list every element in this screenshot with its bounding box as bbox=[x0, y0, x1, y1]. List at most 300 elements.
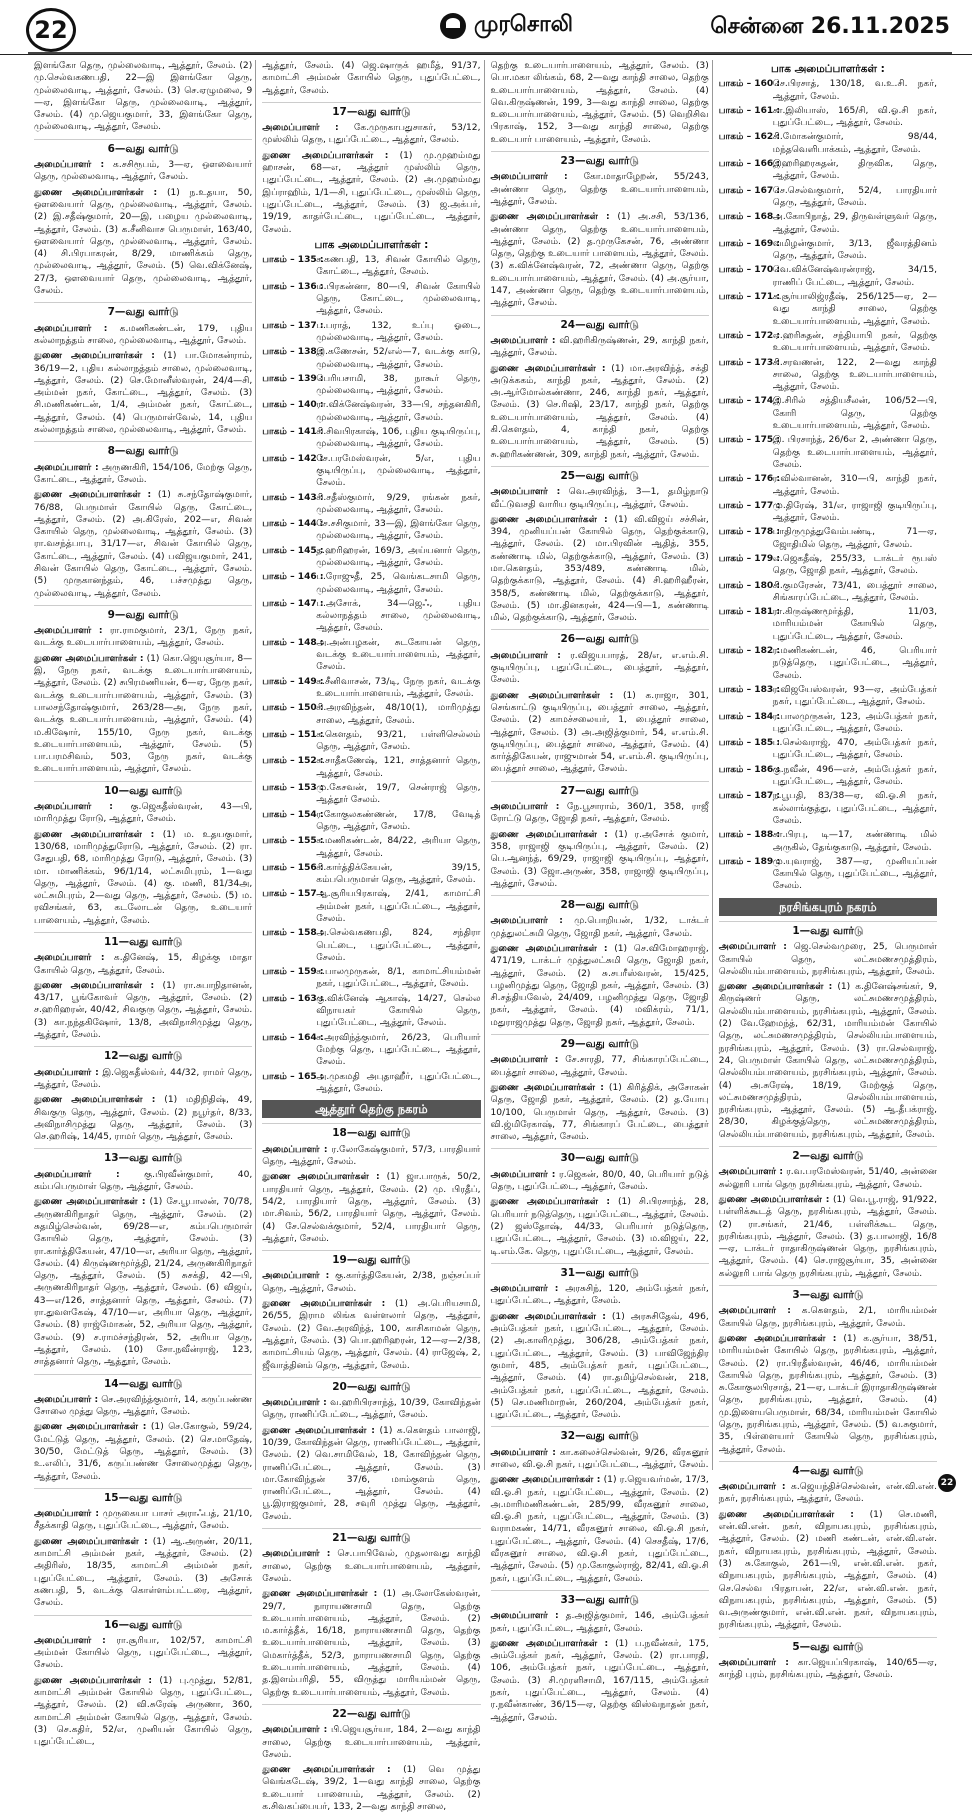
booth-organizer: ப.அசோக், 34—ஜெஃ, புதிய கல்லாநத்தம் சாலை, முல்லைவாடி, ஆத்தூர், சேலம். bbox=[316, 598, 481, 634]
booth-entry bbox=[262, 729, 480, 754]
booth-entry bbox=[719, 105, 937, 130]
role-label: துணை அமைப்பாளர்கள் : bbox=[34, 1197, 146, 1208]
booth-organizer: க.சூர்யாலிஜ்ரதீஷ், 256/125—ஏ, 2—வது காந்தி சாலை, தெற்கு உடையார்பாளையம், ஆத்தூர், சேலம். bbox=[772, 292, 937, 327]
booth-organizer: ர.மணிகண்டன், 46, பெரியார் நடுத்தெரு, புதுப்பேட்டை, ஆத்தூர், சேலம். bbox=[772, 646, 937, 681]
booth-number: பாகம் – 176 : bbox=[718, 474, 781, 485]
organizer-paragraph bbox=[491, 171, 709, 208]
paragraph-text: நே.பூசாராம், 360/1, 358, ராஜீ ரோட்டு தெரு, ஜோதி நகர், ஆத்தூர், சேலம். bbox=[490, 802, 709, 825]
role-label: துணை அமைப்பாளர்கள் : bbox=[34, 980, 155, 991]
role-label: துணை அமைப்பாளர்கள் : bbox=[262, 1172, 380, 1183]
booth-organizer: ம.பிரகன்னா, 80—பி, சிவன் கோயில் தெரு, கோட்டை, முல்லைவாடி, ஆத்தூர், சேலம். bbox=[316, 281, 481, 317]
booth-entry bbox=[719, 330, 937, 355]
booth-entry bbox=[262, 598, 480, 635]
ward-heading: 30—வது வார்டு bbox=[491, 1148, 709, 1164]
organizer-paragraph bbox=[719, 941, 937, 978]
paragraph-text: ர.வ.பரமேஸ்வரன், 51/40, அன்னை சுல்லூரி பாங் தெரு நரசிங்கபுரம், ஆத்தூர், சேலம். bbox=[718, 1167, 937, 1190]
paragraph-text: (1) அ.பெரியசாமி, 26/55, இராம லிங்க வள்ளலார் தெரு, ஆத்தூர், சேலம். (2) வே.அரவிந்த், 100, காசிகாமன் தெரு, ஆத்தூர், சேலம். (3) பொ.ஹரிஹரன், 12—ஏ—2/38, காமாட்சியம் தெரு, ஆத்தூர், சேலம். (4) ராஜேஷ், 2, ஜீவாத்தினம் தெரு, ஆத்தூர், சேலம். bbox=[262, 1299, 481, 1371]
column-1 bbox=[34, 60, 256, 1748]
booth-organizer: மு.கேசவன், 19/7, சென்ராஜ் தெரு, ஆத்தூர் சேலம். bbox=[316, 783, 481, 806]
organizer-paragraph bbox=[491, 801, 709, 826]
role-label: அமைப்பாளர் : bbox=[262, 1271, 330, 1282]
ward-heading: 4—வது வார்டு bbox=[719, 1461, 937, 1477]
paragraph-text: க.ஜெயந்திச்செல்வன், என்.வி.என். நகர், நரசிங்கபுரம், ஆத்தூர், சேலம். bbox=[718, 1482, 937, 1505]
column-2 bbox=[262, 60, 484, 1812]
ward-heading: 24—வது வார்டு bbox=[491, 315, 709, 331]
booth-entry bbox=[719, 185, 937, 210]
booth-entry bbox=[262, 809, 480, 834]
booth-number: பாகம் – 153 : bbox=[262, 783, 324, 794]
role-label: துணை அமைப்பாளர்கள் : bbox=[262, 1589, 378, 1600]
booth-organizer: ர.வில்வானன், 310—பி, காந்தி நகர், ஆத்தூர், சேலம். bbox=[772, 474, 937, 497]
ward-heading: 10—வது வார்டு bbox=[34, 781, 252, 797]
booth-entry bbox=[719, 131, 937, 156]
paragraph-text: (1) மு.முஹம்மது ஹாசன், 68—எ, ஆத்தூர் முஸ்லிம் தெரு, புதுப்பேட்டை, ஆத்தூர், சேலம். (2) அ.முஹம்மது இப்ராஹிம், 1/1—சி, புதுப்பேட்டை, முஸ்லிம் தெரு, புதுப்பேட்டை, ஆத்தூர், சேலம். (3) ஜ.அக்பர், 19/19, காதர்பேட்டை, புதுப்பேட்டை, ஆத்தூர், சேலம். bbox=[262, 150, 481, 235]
organizer-paragraph bbox=[34, 1675, 252, 1749]
booth-entry bbox=[719, 500, 937, 525]
booth-entry bbox=[719, 684, 937, 709]
booth-number: பாகம் – 174 : bbox=[718, 396, 781, 407]
organizer-paragraph bbox=[262, 1298, 480, 1372]
role-label: அமைப்பாளர் : bbox=[34, 626, 103, 637]
booth-number: பாகம் – 140 : bbox=[262, 400, 324, 411]
booth-entry bbox=[719, 737, 937, 762]
booth-organizer: சி.அரவிந்தன், 48/10(1), மாரிமுத்து சாலை, ஆத்தூர், சேலம். bbox=[316, 703, 481, 726]
booth-entry bbox=[719, 711, 937, 736]
booth-entry bbox=[719, 211, 937, 236]
organizer-paragraph bbox=[34, 653, 252, 776]
booth-number: பாகம் – 169 : bbox=[718, 238, 781, 249]
organizer-paragraph bbox=[491, 335, 709, 360]
booth-number: பாகம் – 184 : bbox=[718, 711, 781, 722]
booth-organizer: எ.ஜெகதீஷ், 255/33, டாக்டர் ரூபஸ் தெரு, ஜோதி நகர், ஆத்தூர், சேலம். bbox=[772, 553, 937, 577]
organizer-paragraph bbox=[491, 650, 709, 687]
masthead bbox=[0, 0, 972, 55]
organizer-paragraph bbox=[719, 1305, 937, 1330]
role-label: அமைப்பாளர் : bbox=[718, 942, 787, 953]
paragraph-text: செ.அரவிந்த்குமார், 14, கருப்பண்ண சோலை முத்து தெரு, ஆத்தூர், சேலம். bbox=[34, 1394, 253, 1418]
organizer-paragraph bbox=[719, 1481, 937, 1506]
booth-number: பாகம் – 161 : bbox=[718, 105, 781, 116]
booth-entry bbox=[262, 835, 480, 860]
ward-heading: 1—வது வார்டு bbox=[719, 921, 937, 937]
paragraph-text: (1) அ.சசி, 53/136, அண்ணா தெரு, தெற்கு உடையார்பாளையம், ஆத்தூர், சேலம். (2) த.முருகேசன், 76, அண்ணா தெரு, தெற்கு உடையார் பாளையம், ஆத்தூர், சேலம். (3) க.விக்னேஷ்வரன், 72, அண்ணா தெரு, தெற்கு உடையார்பாளையம், ஆத்தூர், சேலம். (4) அ.சூர்யா, 147, அண்ணா தெரு, தெற்கு உடையார்பாளையம், ஆத்தூர், சேலம். bbox=[490, 212, 709, 309]
ward-heading: 21—வது வார்டு bbox=[262, 1528, 480, 1544]
organizer-paragraph bbox=[262, 150, 480, 236]
booth-entry bbox=[719, 357, 937, 394]
booth-entry bbox=[719, 434, 937, 471]
booth-organizer: கு.விக்னேஷ் ஆகாஷ், 14/27, செல்ல விநாயகர் கோயில் தெரு, புதுப்பேட்டை, ஆத்தூர், சேலம். bbox=[316, 993, 481, 1029]
paragraph-text: (1) அரசுசிதேவ், 496, அம்பேத்கர் நகர், புதுப்பேட்டை, ஆத்தூர், சேலம். (2) அ.காளிமுத்து, 306/28, அம்பேத்கர் நகர், புதுப்பேட்டை, ஆத்தூர், சேலம். (3) பாவிஜேந்திர குமார், 485, அம்பேத்கர் நகர், புதுப்பேட்டை, ஆத்தூர், சேலம். (4) ரா.தமிழ்செல்வன், 218, அம்பேத்கர் நகர், புதுப்பேட்டை, ஆத்தூர், சேலம். (5) செ.மணிமாறன், 260/204, அம்பேத்கர் நகர், புதுப்பேட்டை, ஆத்தூர், சேலம். bbox=[490, 1311, 709, 1421]
paragraph-text: (1) வி.விஜய் சச்சின், 394, முனியப்பன் கோயில் தெரு, தெற்குக்காடு, ஆத்தூர், சேலம். (2) மா.பிரவின் ஆதித், 355, கண்ணாடி மில், தெற்குக்காடு, ஆத்தூர், சேலம். (3) மா.கௌதம், 353/489, கண்ணாடி மில், தெற்குக்காடு, ஆத்தூர், சேலம். (4) சி.ஹரிஹீரன், 358/5, கண்ணாடி மில், தெற்குக்காடு, ஆத்தூர், சேலம். (5) மா.தினகரன், 424—பி—1, கண்ணாடி மில், தெற்குக்காடு, ஆத்தூர், சேலம். bbox=[490, 514, 709, 624]
organizer-paragraph bbox=[34, 187, 252, 298]
booth-entry bbox=[262, 782, 480, 807]
organizer-paragraph bbox=[34, 1421, 252, 1482]
ward-heading: 32—வது வார்டு bbox=[491, 1426, 709, 1442]
paragraph-text: ரா.ராமகுமார், 23/1, நேரு நகர், வடக்கு உடையார்பாளையம், ஆத்தூர், சேலம். bbox=[34, 626, 253, 649]
booth-number: பாகம் – 136 : bbox=[262, 281, 324, 292]
organizer-paragraph bbox=[34, 1508, 252, 1533]
role-label: துணை அமைப்பாளர்கள் : bbox=[34, 1675, 153, 1686]
role-label: அமைப்பாளர் : bbox=[262, 1144, 328, 1155]
ward-heading: 28—வது வார்டு bbox=[491, 895, 709, 911]
booth-number: பாகம் – 158 : bbox=[262, 928, 324, 939]
booth-organizer: ர.கோகுலகண்ணன், 17/8, வேடித் தெரு, ஆத்தூர், சேலம். bbox=[316, 809, 481, 832]
paragraph-text: அரசுசிந், 120, அம்பேத்கர் நகர், புதுப்பேட்டை, ஆத்தூர், சேலம். bbox=[490, 1284, 709, 1307]
role-label: அமைப்பாளர் : bbox=[490, 1611, 559, 1622]
paragraph-text: ஆத்தூர், சேலம். (4) ஜெ.ஷாருக் ஹமீத், 91/37, காமாட்சி அம்மன் கோயில் தெரு, புதுப்பேட்டை, ஆத்தூர், சேலம். bbox=[262, 61, 481, 96]
booth-number: பாகம் – 138 : bbox=[262, 347, 324, 358]
section-heading: நரசிங்கபுரம் நகரம் bbox=[719, 898, 937, 916]
organizer-paragraph bbox=[491, 1610, 709, 1635]
paragraph-text: (1) வெ முத்து வெங்கடேஷ், 39/2, 1—வது காந்தி சாலை, தெற்கு உடையார் பாளையம், ஆத்தூர், சேலம். (2) க.சிவகப்பையர், 133, 2—வது காந்தி சாலை, bbox=[262, 1765, 481, 1812]
booth-number: பாகம் – 147 : bbox=[262, 598, 324, 609]
booth-entry bbox=[719, 473, 937, 498]
role-label: அமைப்பாளர் : bbox=[34, 1067, 99, 1078]
role-label: துணை அமைப்பாளர்கள் : bbox=[34, 829, 155, 840]
role-label: அமைப்பாளர் : bbox=[34, 953, 105, 964]
paragraph-text: (1) அ.லோகேஸ்வரன், 29/7, நாராயணசாமி தெரு, தெற்கு உடையார்பாளையம், ஆத்தூர், சேலம். (2) ம.கார்த்தீக், 16/18, நாராயணசாமி தெரு, தெற்கு உடையார்பாளையம், ஆத்தூர், சேலம். (3) மெகார்த்தீக், 52/3, நாராயணசாமி தெரு, தெற்கு உடையார்பாளையம், ஆத்தூர், சேலம். (4) த.இளம்பரிதி, 55, விருத்து மாரியம்மன் தெரு, தெற்கு உடையார்பாளையம், ஆத்தூர், சேலம். bbox=[262, 1589, 481, 1698]
role-label: அமைப்பாளர் : bbox=[718, 1658, 789, 1669]
organizer-paragraph bbox=[34, 801, 252, 826]
booth-organizer: செ.செல்வகுமார், 52/4, பாரதியார் தெரு, ஆத்தூர், சேலம். bbox=[772, 185, 937, 208]
booth-organizer: மு.யுவராஜ், 387—ஏ, முனியப்பன் கோயில் தெரு, புதுப்பேட்டை, ஆத்தூர், சேலம். bbox=[772, 856, 937, 892]
booth-number: பாகம் – 172 : bbox=[718, 330, 781, 341]
organizer-paragraph bbox=[491, 1447, 709, 1472]
booth-entry bbox=[719, 526, 937, 551]
booth-organizer: மு.திரேஷ், 31/எ, ராஜாஜி குடியிருப்பு, ஆத்தூர், சேலம். bbox=[772, 500, 937, 524]
city-date: சென்னை 26.11.2025 bbox=[710, 14, 950, 39]
booth-list-heading: பாக அமைப்பாளர்கள் : bbox=[770, 63, 885, 75]
organizer-paragraph bbox=[34, 625, 252, 650]
paragraph-text: க.தினேஷ், 15, கிழக்கு மாதா கோயில் தெரு, ஆத்தூர், சேலம். bbox=[34, 953, 253, 976]
booth-organizer: ந.பூபதி, 83/38—ஏ, வி.ஓ.சி நகர், கல்லாங்குத்து, புதுப்பேட்டை, ஆத்தூர், சேலம். bbox=[772, 791, 937, 826]
organizer-paragraph bbox=[491, 1169, 709, 1194]
booth-number: பாகம் – 166 : bbox=[718, 159, 781, 170]
organizer-paragraph bbox=[262, 1144, 480, 1169]
paragraph-text: வ.ஹரிபிரசாந்த், 10/39, கோவிந்தன் தெரு, ராணிப்பேட்டை, ஆத்தூர், சேலம். bbox=[262, 1398, 481, 1421]
organizer-paragraph bbox=[719, 1509, 937, 1632]
booth-organizer: சி.சிவபிரகாஷ், 106, புதிய குடியிருப்பு, முல்லைவாடி, ஆத்தூர், சேலம். bbox=[316, 427, 481, 450]
booth-entry bbox=[262, 399, 480, 424]
booth-organizer: சு.சாதீகணேஷ், 121, சாத்தனார் தெரு, ஆத்தூர், சேலம். bbox=[316, 756, 481, 779]
booth-organizer: சி.கார்த்திக்கேயன், 39/15, கம்பபெருமாள் தெரு, ஆத்தூர், சேலம். bbox=[316, 862, 481, 886]
ward-heading: 27—வது வார்டு bbox=[491, 781, 709, 797]
booth-number: பாகம் – 168 : bbox=[718, 212, 781, 223]
role-label: துணை அமைப்பாளர்கள் : bbox=[34, 1422, 147, 1433]
booth-number: பாகம் – 179 : bbox=[718, 553, 781, 564]
organizer-paragraph bbox=[34, 1094, 252, 1143]
ward-heading: 18—வது வார்டு bbox=[262, 1123, 480, 1139]
booth-organizer: இஹரிஹரசுதன், திருவிக, தெரு, ஆத்தூர், சேலம். bbox=[772, 159, 937, 182]
booth-organizer: அ.கோபிநாத், 29, திருவள்ளுவர் தெரு, ஆத்தூர், சேலம். bbox=[772, 212, 937, 235]
organizer-paragraph bbox=[719, 1194, 937, 1280]
booth-number: பாகம் – 177 : bbox=[718, 500, 781, 511]
booth-number: பாகம் – 144 : bbox=[262, 519, 324, 530]
paragraph-text: (1) ந.உதயா, 50, ஔவையார் தெரு, முல்லைவாடி, ஆத்தூர், சேலம். (2) இ.சதீஷ்குமார், 20—இ, பழைய முல்லைவாடி, ஆத்தூர், சேலம். (3) க.சீனிவாச பெருமாள், 163/40, ஔவையார் தெரு, முல்லைவாடி, ஆத்தூர், சேலம். (4) சி.பிரபாகரன், 8/29, மாணிக்கம் தெரு, முல்லைவாடி, ஆத்தூர், சேலம். (5) வெ.விக்னேஷ், 27/3, ஔவையார் தெரு, முல்லைவாடி, ஆத்தூர், சேலம். bbox=[34, 187, 253, 297]
organizer-paragraph bbox=[491, 1196, 709, 1257]
paragraph-text: செ.பாபிவேல், முதலாவது காந்தி சாலை, தெற்கு உடையார்பாளையம், ஆத்தூர், சேலம். bbox=[262, 1549, 481, 1584]
role-label: அமைப்பாளர் : bbox=[34, 1635, 106, 1646]
booth-organizer: ப.ரோஜுதீ, 25, வெங்கடசாமி தெரு, முல்லைவாடி, ஆத்தூர், சேலம். bbox=[316, 572, 481, 595]
paragraph-text: ர.விஜயபாரத், 28/எ, எ.எம்.சி. குடியிருப்பு, புதுப்பேட்டை, பைத்தூர், ஆத்தூர், சேலம். bbox=[490, 650, 709, 686]
booth-entry bbox=[262, 993, 480, 1030]
booth-entry bbox=[719, 606, 937, 643]
role-label: துணை அமைப்பாளர்கள் : bbox=[262, 1299, 386, 1310]
booth-number: பாகம் – 189 : bbox=[718, 856, 781, 867]
booth-organizer: பாதிருமுத்துவேம்பண்டி, 71—ஏ, ஜோதிமில் தெரு, ஆத்தூர், சேலம். bbox=[772, 527, 937, 550]
booth-entry bbox=[262, 676, 480, 701]
organizer-paragraph bbox=[34, 60, 252, 134]
organizer-paragraph bbox=[262, 122, 480, 147]
organizer-paragraph bbox=[491, 1283, 709, 1308]
role-label: அமைப்பாளர் : bbox=[34, 1509, 99, 1520]
paragraph-text: அருணகிரி, 154/106, மேற்கு தெரு, கோட்டை, ஆத்தூர், சேலம். bbox=[34, 462, 253, 485]
ward-heading: 8—வது வார்டு bbox=[34, 441, 252, 457]
booth-organizer: ஆ.சூரியபிரகாஷ், 2/41, காமாட்சி அம்மன் நகர், புதுப்பேட்டை, ஆத்தூர், சேலம். bbox=[316, 889, 481, 924]
role-label: துணை அமைப்பாளர்கள் : bbox=[262, 150, 389, 161]
paragraph-text: வி.ஹரிகிருஷ்ணன், 29, காந்தி நகர், ஆத்தூர், சேலம். bbox=[490, 335, 709, 359]
booth-number: பாகம் – 154 : bbox=[262, 809, 324, 820]
booth-number: பாகம் – 149 : bbox=[262, 676, 324, 687]
section-heading: ஆத்தூர் தெற்கு நகரம் bbox=[262, 1100, 480, 1118]
organizer-paragraph bbox=[34, 1196, 252, 1368]
booth-organizer: சா.பிரபு, டி—17, கண்ணாடி மில் அருகில், தேங்குகாடு, ஆத்தூர், சேலம். bbox=[772, 830, 937, 853]
role-label: அமைப்பாளர் : bbox=[34, 1394, 99, 1405]
paragraph-text: கு.பிரவீன்குமார், 40, கம்பபெருமாள் தெரு, ஆத்தூர், சேலம். bbox=[34, 1169, 253, 1193]
ward-heading: 22—வது வார்டு bbox=[262, 1704, 480, 1720]
paragraph-text: சே.சாரதி, 77, சிங்காரப்பேட்டை, பைத்தூர் சாலை, ஆத்தூர், சேலம். bbox=[490, 1055, 709, 1078]
role-label: துணை அமைப்பாளர்கள் : bbox=[718, 1333, 837, 1344]
organizer-paragraph bbox=[491, 1311, 709, 1422]
booth-entry bbox=[262, 637, 480, 674]
booth-number: பாகம் – 137 : bbox=[262, 320, 324, 331]
ward-heading: 25—வது வார்டு bbox=[491, 466, 709, 482]
paragraph-text: (1) செ.மணி, என்.வி.என். நகர், விநாயகபுரம், நரசிங்கபுரம், ஆத்தூர், சேலம். (2) மணி கண்டன், என்.வி.என். நகர், விநாயகபுரம், நரசிங்கபுரம், ஆத்தூர், சேலம். (3) சு.கோகுல், 261—பி, என்.வி.என். நகர், விநாயகபுரம், நரசிங்கபுரம், ஆத்தூர், சேலம். (4) செ.செல்வ பிரதாபன், 22/எ, என்.வி.என். நகர், விநாயகபுரம், நரசிங்கபுரம், ஆத்தூர், சேலம். (5) வ.அருண்குமார், என்.வி.என். நகர், விநாயகபுரம், நரசிங்கபுரம், ஆத்தூர், சேலம். bbox=[718, 1509, 938, 1631]
paragraph-text: கு.ஜெகதீஸ்வரன், 43—பி, மாரிமுத்து ரோடு, ஆத்தூர், சேலம். bbox=[34, 802, 253, 825]
booth-entry bbox=[719, 264, 937, 289]
role-label: துணை அமைப்பாளர்கள் : bbox=[718, 1194, 830, 1205]
paragraph-text: (1) மா.அரவிந்த், சக்தி அடுக்ககம், காந்தி நகர், ஆத்தூர், சேலம். (2) அ.ஆர்மோல்கண்ணா, 246, காந்தி நகர், ஆத்தூர், சேலம். (3) செ.ரிஷி, 23/17, காந்தி நகர், தெற்கு உடையார்பாளையம், ஆத்தூர், சேலம். (4) கி.கௌதம், 4, காந்தி நகர், தெற்கு உடையார்பாளையம், ஆத்தூர், சேலம். (5) சு.ஹரிகண்ணன், 309, காந்தி நகர், ஆத்தூர், சேலம். bbox=[490, 363, 709, 460]
organizer-paragraph bbox=[719, 1657, 937, 1682]
role-label: துணை அமைப்பாளர்கள் : bbox=[490, 363, 606, 374]
rising-sun-logo-icon bbox=[440, 13, 466, 39]
paragraph-text: முருகையா பாசர் அராஃபத், 21/10, சீதக்காதி தெரு, புதுப்பேட்டை, ஆத்தூர், சேலம். bbox=[34, 1509, 253, 1532]
paragraph-text: கே.முருகாபதுசாகர், 53/12, முஸ்லிம் தெரு, புதுப்பேட்டை, ஆத்தூர், சேலம். bbox=[262, 123, 481, 146]
organizer-paragraph bbox=[34, 1394, 252, 1419]
ward-heading: 15—வது வார்டு bbox=[34, 1488, 252, 1504]
organizer-paragraph bbox=[34, 1536, 252, 1610]
organizer-paragraph bbox=[34, 952, 252, 977]
booth-entry bbox=[719, 158, 937, 183]
organizer-paragraph bbox=[34, 489, 252, 600]
booth-organizer: க.கௌதம், 93/21, பள்ளிசெல்லம் தெரு, ஆத்தூர், சேலம். bbox=[316, 729, 481, 753]
organizer-paragraph bbox=[491, 829, 709, 890]
booth-number: பாகம் – 180 : bbox=[718, 580, 781, 591]
paragraph-text: (1) மதிநிதிஷ், 49, சிவகுரு தெரு, ஆத்தூர், சேலம். (2) நபூர்தர், 8/33, அவிநாசிமுத்து தெரு, ஆத்தூர், சேலம். (3) செ.ஹரிஷ், 14/45, ராமர் தெரு, ஆத்தூர், சேலம். bbox=[34, 1095, 253, 1143]
paper-logo bbox=[440, 12, 573, 40]
booth-organizer: சா.இலியாஸ், 165/சி, வி.ஓ.சி நகர், புதுப்பேட்டை, ஆத்தூர், சேலம். bbox=[772, 105, 937, 129]
booth-organizer: அ.அன்பழகன், சுடகோயன் தெரு, வடக்கு உடையார்பாளையம், ஆத்தூர், சேலம். bbox=[316, 637, 481, 673]
paragraph-text: (1) கிரித்திக், அசோகன் தெரு, ஜோதி நகர், ஆத்தூர், சேலம். (2) த.யோபு 10/100, பெருமாள் தெரு, ஆத்தூர், சேலம். (3) வி.ஜ்மிரேகாஷ், 77, சிங்காரப் பேட்டை, பைத்தூர் சாலை, ஆத்தூர், சேலம். bbox=[490, 1082, 709, 1143]
ward-heading: 23—வது வார்டு bbox=[491, 151, 709, 167]
booth-number: பாகம் – 146 : bbox=[262, 572, 324, 583]
paragraph-text: ர.ஜெகன், 80/0, 40, பெரியார் நடுத் தெரு, புதுப்பேட்டை, ஆத்தூர், சேலம். bbox=[490, 1169, 709, 1193]
article-columns bbox=[34, 60, 940, 1812]
booth-entry bbox=[719, 829, 937, 854]
role-label: துணை அமைப்பாளர்கள் : bbox=[718, 982, 833, 993]
paragraph-text: (1) செ.விமோஹராஜ், 471/19, டாக்டர் முத்துலட்சுமி தெரு, ஜோதி நகர், ஆத்தூர், சேலம். (2) சு.சபரீஸ்வரன், 15/425, பழனிமுத்து தெரு, ஜோதி நகர், ஆத்தூர், சேலம். (3) சி.சத்தியவேல், 24/409, பழனிமுத்து தெரு, ஜோதி நகர், ஆத்தூர், சேலம். (4) மவிக்ரம், 71/1, மதுராஜமுத்து தெரு, ஜோதி நகர், ஆத்தூர், சேலம். bbox=[490, 944, 709, 1028]
paragraph-text: (1) வெ.பூ.ராஜ், 91/922, பள்ளிக்கூடத் தெரு, நரசிங்கபுரம், ஆத்தூர், சேலம். (2) ரா.சங்கர், 21/46, பள்ளிக்கூட தெரு, நரசிங்கபுரம், ஆத்தூர், சேலம். (3) த.பாலாஜி, 16/8—ஏ, டாக்டர் ராதாகிருஷ்ணன் தெரு, நரசிங்கபுரம், ஆத்தூர், சேலம். (4) செ.ராஜசூர்யா, 35, அன்னை கல்லூரி பாங் தெரு நரசிங்கபுரம், ஆத்தூர், சேலம். bbox=[718, 1194, 937, 1279]
organizer-paragraph bbox=[262, 60, 480, 97]
ward-heading: 12—வது வார்டு bbox=[34, 1046, 252, 1062]
booth-number: பாகம் – 152 : bbox=[262, 756, 324, 767]
role-label: துணை அமைப்பாளர்கள் : bbox=[490, 1475, 601, 1486]
paragraph-text: மு.பொறியன், 1/32, டாக்டர் முத்துலட்சுமி தெரு, ஜோதி நகர், ஆத்தூர், சேலம். bbox=[490, 916, 709, 939]
organizer-paragraph bbox=[34, 1067, 252, 1092]
paragraph-text: (1) ஜா.பாருக், 50/2, பாரதியார் தெரு, ஆத்தூர், சேலம். (2) மு. பிரதீப், 54/2, பாரதியார் தெரு, ஆத்தூர், சேலம். (3) மா.சிவம், 56/2, பாரதியார் தெரு, ஆத்தூர், சேலம். (4) சே.செல்வக்குமார், 52/4, பாரதியார் தெரு, ஆத்தூர், சேலம். bbox=[262, 1172, 481, 1244]
organizer-paragraph bbox=[491, 1474, 709, 1585]
role-label: துணை அமைப்பாளர்கள் : bbox=[490, 1197, 611, 1208]
booth-number: பாகம் – 157 : bbox=[262, 889, 324, 900]
booth-organizer: இ.கணேசன், 52/எல்—7, வடக்கு காடு, முல்லைவாடி, ஆத்தூர், சேலம். bbox=[316, 347, 481, 370]
booth-number: பாகம் – 162 : bbox=[718, 132, 781, 143]
page-number-badge: 22 bbox=[26, 8, 76, 52]
role-label: துணை அமைப்பாளர்கள் : bbox=[34, 351, 155, 362]
paragraph-text: ர.லோகேஷ்குமார், 57/3, பாரதியார் தெரு, ஆத்தூர், சேலம். bbox=[262, 1144, 481, 1168]
booth-number: பாகம் – 182 : bbox=[718, 646, 781, 657]
booth-number: பாகம் – 188 : bbox=[718, 830, 781, 841]
role-label: துணை அமைப்பாளர்கள் : bbox=[262, 1765, 391, 1776]
ward-heading: 9—வது வார்டு bbox=[34, 605, 252, 621]
organizer-paragraph bbox=[34, 1635, 252, 1672]
booth-entry bbox=[262, 426, 480, 451]
ward-heading: 20—வது வார்டு bbox=[262, 1377, 480, 1393]
booth-organizer: ரா.விக்னேஷ்வரன், 33—பி, சந்தனகிரி, முல்லைவாடி, ஆத்தூர், சேலம். bbox=[316, 400, 481, 423]
paragraph-text: (1) கொ.ஜெயசூர்யா, 8—இ, நேரு நகர், வடக்கு உடையார்பாளையம், ஆத்தூர், சேலம். (2) சுபிரமணியன், 6—ஏ, நேரு நகர், வடக்கு உடையார்பாளையம், ஆத்தூர், சேலம். (3) பாலசந்தோஷ்குமார், 263/28—அ, நேரு நகர், வடக்கு உடையார்பாளையம், ஆத்தூர், சேலம். (4) ம.கிஷோர், 155/10, நேரு நகர், வடக்கு உடையார்பாளையம், ஆத்தூர், சேலம். (5) பா.பரமசிவம், 503, நேரு நகர், வடக்கு உடையார்பாளையம், ஆத்தூர், சேலம். bbox=[34, 653, 253, 775]
header-divider bbox=[28, 52, 952, 54]
booth-organizer: சே.சசிகுமார், 33—இ, இளங்கோ தெரு, முல்லைவாடி, ஆத்தூர், சேலம். bbox=[316, 519, 481, 542]
role-label: துணை அமைப்பாளர்கள் : bbox=[490, 212, 610, 223]
booth-entry bbox=[719, 78, 937, 103]
booth-entry bbox=[262, 702, 480, 727]
organizer-paragraph bbox=[262, 1397, 480, 1422]
booth-entry bbox=[262, 862, 480, 887]
booth-entry bbox=[262, 346, 480, 371]
role-label: துணை அமைப்பாளர்கள் : bbox=[490, 514, 608, 525]
organizer-paragraph bbox=[34, 350, 252, 436]
booth-number: பாகம் – 185 : bbox=[718, 738, 781, 749]
role-label: அமைப்பாளர் : bbox=[262, 1725, 328, 1736]
organizer-paragraph bbox=[491, 915, 709, 940]
booth-number: பாகம் – 173 : bbox=[718, 357, 781, 368]
organizer-paragraph bbox=[34, 462, 252, 487]
booth-organizer: ரா.கிருஷ்ணமூர்த்தி, 11/03, மாரியம்மன் கோயில் தெரு, புதுப்பேட்டை, ஆத்தூர், சேலம். bbox=[772, 607, 937, 642]
booth-number: பாகம் – 163 : bbox=[262, 993, 324, 1004]
role-label: அமைப்பாளர் : bbox=[262, 123, 339, 134]
organizer-paragraph bbox=[262, 1548, 480, 1585]
role-label: துணை அமைப்பாளர்கள் : bbox=[490, 1082, 604, 1093]
organizer-paragraph bbox=[262, 1588, 480, 1699]
ward-heading: 13—வது வார்டு bbox=[34, 1148, 252, 1164]
booth-number: பாகம் – 151 : bbox=[262, 729, 324, 740]
paragraph-text: த.அஜித்குமார், 146, அம்பேத்கர் நகர், புதுப்பேட்டை, ஆத்தூர், சேலம். bbox=[490, 1611, 709, 1634]
organizer-paragraph bbox=[491, 486, 709, 511]
paragraph-text: (1) ம. உதயகுமார், 130/68, மாரிமுத்துரோடு, ஆத்தூர், சேலம். (2) ரா. சேதுபதி, 68, மாரிமுத்து ரோடு, ஆத்தூர், சேலம். (3) மா. மாணிக்கம், 96/1/14, லட்சுமிபுரம், 1—வது தெரு, ஆத்தூர், சேலம். (4) கு. மணி, 81/34அ, லட்சுமிபுரம், 2—வது தெரு, ஆத்தூர், சேலம். (5) ம. ரவிசங்கர், 63, கடலோடன் தெரு, உடையார் பாளையம், ஆத்தூர், சேலம். bbox=[34, 829, 253, 926]
role-label: அமைப்பாளர் : bbox=[490, 916, 563, 927]
role-label: அமைப்பாளர் : bbox=[34, 323, 108, 334]
role-label: துணை அமைப்பாளர்கள் : bbox=[34, 1095, 156, 1106]
paragraph-text: கு.கார்த்திகேயன், 2/38, நஞ்சப்பர் தெரு, ஆத்தூர், சேலம். bbox=[262, 1271, 481, 1294]
booth-number: பாகம் – 175 : bbox=[718, 435, 781, 446]
paragraph-text: (1) க.கௌதம் பாலாஜி, 10/39, கோவிந்தன் தெரு, ராணிப்பேட்டை, ஆத்தூர், சேலம். (2) வெ.சாமிவேல், 18, கோவிந்தன் தெரு, ராணிப்பேட்டை, ஆத்தூர், சேலம். (3) மா.கோவிந்தன் 37/6, மாம்குளம் தெரு, ராணிப்பேட்டை, ஆத்தூர், சேலம். (4) பூ.இராஜகுமார், 28, சவுரி முத்து தெரு, ஆத்தூர், சேலம். bbox=[262, 1425, 481, 1522]
ward-heading: 17—வது வார்டு bbox=[262, 102, 480, 118]
booth-entry bbox=[262, 373, 480, 398]
paragraph-text: (1) சு.சந்தோஷ்குமார், 76/88, பெருமாள் கோயில் தெரு, கோட்டை, ஆத்தூர், சேலம். (2) அ.கிரேஸ், 202—எ, சிவன் கோயில் தெரு, முல்லைவாடி, ஆத்தூர், சேலம். (3) ரா.வசந்த்பாபு, 31/17—எ, சிவன் கோயில் தெரு, கோட்டை, ஆத்தூர், சேலம். (4) பவிஜயகுமார், 241, சிவன் கோயில் தெரு, கோட்டை, ஆத்தூர், சேலம். (5) முருகானந்தம், 46, பச்சமுத்து தெரு, முல்லைவாடி, ஆத்தூர், சேலம். bbox=[34, 490, 253, 599]
paper-name: முரசொலி bbox=[474, 12, 573, 37]
organizer-paragraph bbox=[262, 1724, 480, 1761]
booth-number: பாகம் – 139 : bbox=[262, 373, 324, 384]
booth-organizer: ச.அரவிந்த்குமார், 26/23, பெரியார் மேற்கு தெரு, புதுப்பேட்டை, ஆத்தூர், சேலம். bbox=[316, 1032, 481, 1068]
booth-organizer: வெ.விக்னேஷ்வரன்ராஜ், 34/15, ராணிப் பேட்டை, ஆத்தூர், சேலம். bbox=[772, 265, 937, 288]
booth-number: பாகம் – 159 : bbox=[262, 967, 324, 978]
booth-number: பாகம் – 164 : bbox=[262, 1032, 324, 1043]
role-label: துணை அமைப்பாளர்கள் : bbox=[262, 1425, 375, 1436]
booth-entry bbox=[262, 571, 480, 596]
booth-entry bbox=[719, 645, 937, 682]
booth-organizer: சி.மோகன்குமார், 98/44, மந்தவெளிபாக்கம், ஆத்தூர், சேலம். bbox=[772, 132, 937, 155]
booth-entry bbox=[262, 492, 480, 517]
organizer-paragraph bbox=[491, 514, 709, 625]
role-label: அமைப்பாளர் : bbox=[490, 650, 561, 661]
role-label: துணை அமைப்பாளர்கள் : bbox=[490, 690, 614, 701]
paragraph-text: (1) ர.அசோக் குமார், 358, ராஜாஜி குடியிருப்பு, ஆத்தூர், சேலம். (2) பெ.ஆனந்த், 69/29, ராஜாஜி குடியிருப்பு, ஆத்தூர், சேலம். (3) ஜோ.அருண், 358, ராஜாஜி குடியிருப்பு, ஆத்தூர், சேலம். bbox=[490, 829, 709, 889]
role-label: அமைப்பாளர் : bbox=[490, 1447, 556, 1458]
paragraph-text: கோ.மாதாழேறன், 55/243, அண்ணா தெரு, தெற்கு உடையார்பாளையம், ஆத்தூர், சேலம். bbox=[490, 172, 709, 207]
role-label: அமைப்பாளர் : bbox=[718, 1482, 786, 1493]
booth-number: பாகம் – 143 : bbox=[262, 492, 324, 503]
role-label: அமைப்பாளர் : bbox=[490, 487, 561, 498]
organizer-paragraph bbox=[491, 690, 709, 776]
role-label: அமைப்பாளர் : bbox=[490, 1284, 559, 1295]
organizer-paragraph bbox=[491, 1082, 709, 1143]
organizer-paragraph bbox=[491, 1054, 709, 1079]
paragraph-text: (1) ஆ.அருண், 20/11, காமாட்சி அம்மன் நகர், ஆத்தூர், சேலம். (2) அதிரிஸ், 18/35, காமாட்சி அம்மன் நகர், புதுப்பேட்டை, ஆத்தூர், சேலம். (3) அசோக் கணபதி, 5, வடக்கு கொள்ளம்பட்டரை, ஆத்தூர், சேலம். bbox=[34, 1536, 253, 1609]
organizer-paragraph bbox=[34, 980, 252, 1041]
booth-number: பாகம் – 181 : bbox=[718, 607, 781, 618]
organizer-paragraph bbox=[34, 1169, 252, 1194]
ward-heading: 5—வது வார்டு bbox=[719, 1637, 937, 1653]
booth-entry bbox=[262, 254, 480, 279]
organizer-paragraph bbox=[491, 1638, 709, 1724]
ward-heading: 16—வது வார்டு bbox=[34, 1615, 252, 1631]
ward-heading: 33—வது வார்டு bbox=[491, 1590, 709, 1606]
role-label: அமைப்பாளர் : bbox=[490, 1055, 559, 1066]
booth-number: பாகம் – 150 : bbox=[262, 703, 324, 714]
paragraph-text: (1) சே.பூபாலன், 70/78, அருணகிரிநாதர் தெரு, ஆத்தூர், சேலம். (2) சுதமிழ்செல்வன், 69/28—எ, கம்பபெருமாள் கோயில் தெரு, ஆத்தூர், சேலம். (3) ரா.கார்த்திகேயன், 47/10—எ, அரியா தெரு, ஆத்தூர், சேலம். (4) கிருஷ்ணமூர்த்தி, 21/24, அருணகிரிநாதர் தெரு, ஆத்தூர், சேலம். (5) சுசக்தி, 42—பி, அருணகிரிநாதர் தெரு, ஆத்தூர், சேலம். (6) விஜய், 43—எ/126, சாத்தனார் தெரு, ஆத்தூர், சேலம். (7) ரா.துவளகேஷ், 47/10—எ, அரியா தெரு, ஆத்தூர், சேலம். (8) ராஜ்மோகன், 52, அரியா தெரு, ஆத்தூர், சேலம். (9) ச.ராமச்சந்திரன், 52, அரியா தெரு, ஆத்தூர், சேலம். (10) சோ.நவீன்ராஜ், 123, சாத்தனார் தெரு, ஆத்தூர், சேலம். bbox=[34, 1197, 253, 1368]
booth-number: பாகம் – 160 : bbox=[718, 79, 781, 90]
booth-organizer: சி.சதீஸ்குமார், 9/29, ரங்கன் நகர், முல்லைவாடி, ஆத்தூர், சேலம். bbox=[316, 492, 481, 515]
role-label: துணை அமைப்பாளர்கள் : bbox=[718, 1509, 854, 1520]
organizer-paragraph bbox=[719, 1333, 937, 1456]
role-label: துணை அமைப்பாளர்கள் : bbox=[34, 653, 144, 664]
booth-entry bbox=[262, 518, 480, 543]
role-label: அமைப்பாளர் : bbox=[34, 462, 99, 473]
booth-entry bbox=[719, 790, 937, 827]
booth-entry bbox=[719, 580, 937, 605]
paragraph-text: (1) ரா.சுபாநிதானன், 43/17, பூங்கோவர் தெரு, ஆத்தூர், சேலம். (2) ச.ஹரிஹரன், 40/42, சிவகுரு தெரு, ஆத்தூர், சேலம். (3) கா.நந்தகிஷோர், 13/8, அவிநாசிமுத்து தெரு, ஆத்தூர், சேலம். bbox=[34, 980, 253, 1041]
booth-number: பாகம் – 187 : bbox=[718, 791, 781, 802]
organizer-paragraph bbox=[491, 211, 709, 309]
